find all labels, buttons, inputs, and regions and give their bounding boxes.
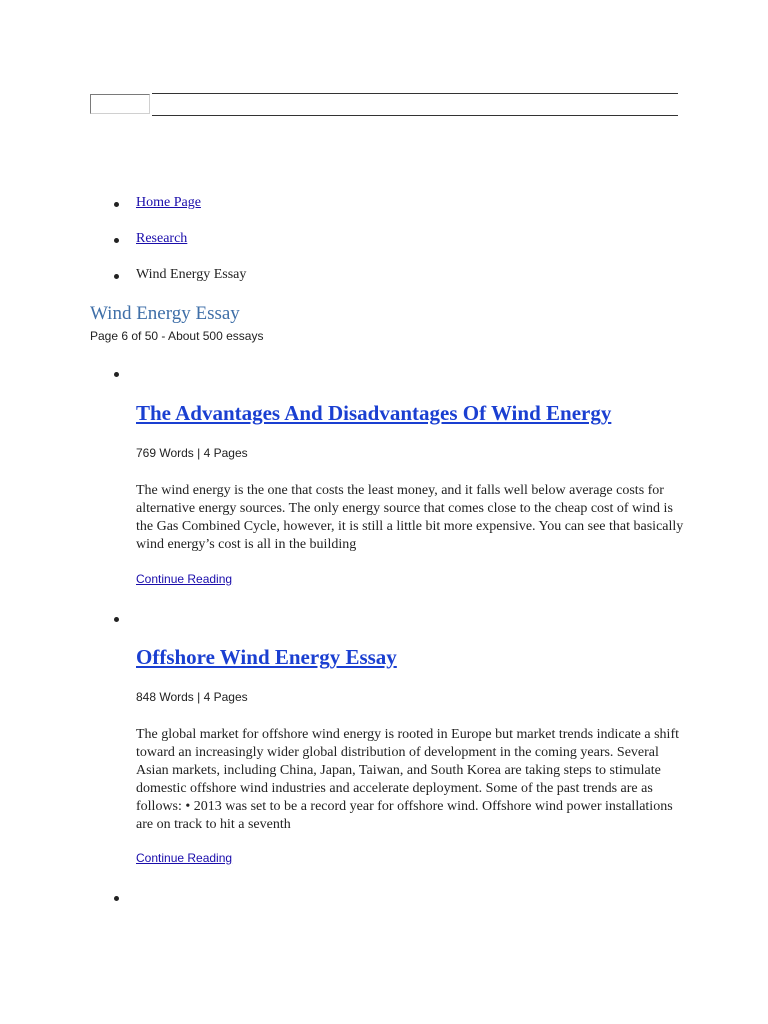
- bullet-icon: [114, 274, 119, 279]
- essay-title: [136, 644, 397, 670]
- essay-title-link[interactable]: The Advantages And Disadvantages Of Wind Energy: [136, 401, 612, 425]
- bullet-icon: [114, 238, 119, 243]
- breadcrumb-current-wrapper: [136, 267, 246, 283]
- essay-title: [136, 400, 611, 426]
- bullet-icon: [114, 617, 119, 622]
- bullet-icon: [114, 896, 119, 901]
- continue-reading-link[interactable]: Continue Reading: [136, 851, 233, 865]
- essay-title-link[interactable]: Offshore Wind Energy Essay: [136, 645, 397, 669]
- essay-excerpt: The global market for offshore wind energy is rooted in Europe but market trends indicate a shift toward an increasingly wider global distribution of development in the coming years. Several Asian markets, including China, Japan, Taiwan, and South Korea are taking steps to stimulate domestic offshore wind industries and accelerate deployment. Some of the past trends are as follows: • 2013 was set to be a record year for offshore wind. Offshore wind power installations are on track to hit a seventh: [136, 727, 679, 832]
- bullet-icon: [114, 372, 119, 377]
- breadcrumb-link-wrapper: [136, 195, 201, 211]
- breadcrumb-link-wrapper: [136, 231, 187, 247]
- page-title: Wind Energy Essay: [90, 303, 240, 324]
- breadcrumb-link-research[interactable]: Research: [136, 231, 188, 246]
- page-meta: Page 6 of 50 - About 500 essays: [90, 329, 264, 343]
- search-input[interactable]: [90, 94, 150, 114]
- search-bar-bottom-border: [152, 115, 678, 116]
- search-bar-top-border: [152, 93, 678, 94]
- breadcrumb-current: Wind Energy Essay: [136, 267, 247, 282]
- continue-reading-link[interactable]: Continue Reading: [136, 572, 233, 586]
- essay-stats: 848 Words | 4 Pages: [136, 690, 248, 704]
- bullet-icon: [114, 202, 119, 207]
- breadcrumb-link-home[interactable]: Home Page: [136, 195, 201, 210]
- essay-excerpt: The wind energy is the one that costs the least money, and it falls well below average costs for alternative energy sources. The only energy source that comes close to the cheap cost of wind is the Gas Combined Cycle, however, it is still a little bit more expensive. You can see that basically wind energy’s cost is all in the building: [136, 483, 684, 552]
- essay-stats: 769 Words | 4 Pages: [136, 446, 248, 460]
